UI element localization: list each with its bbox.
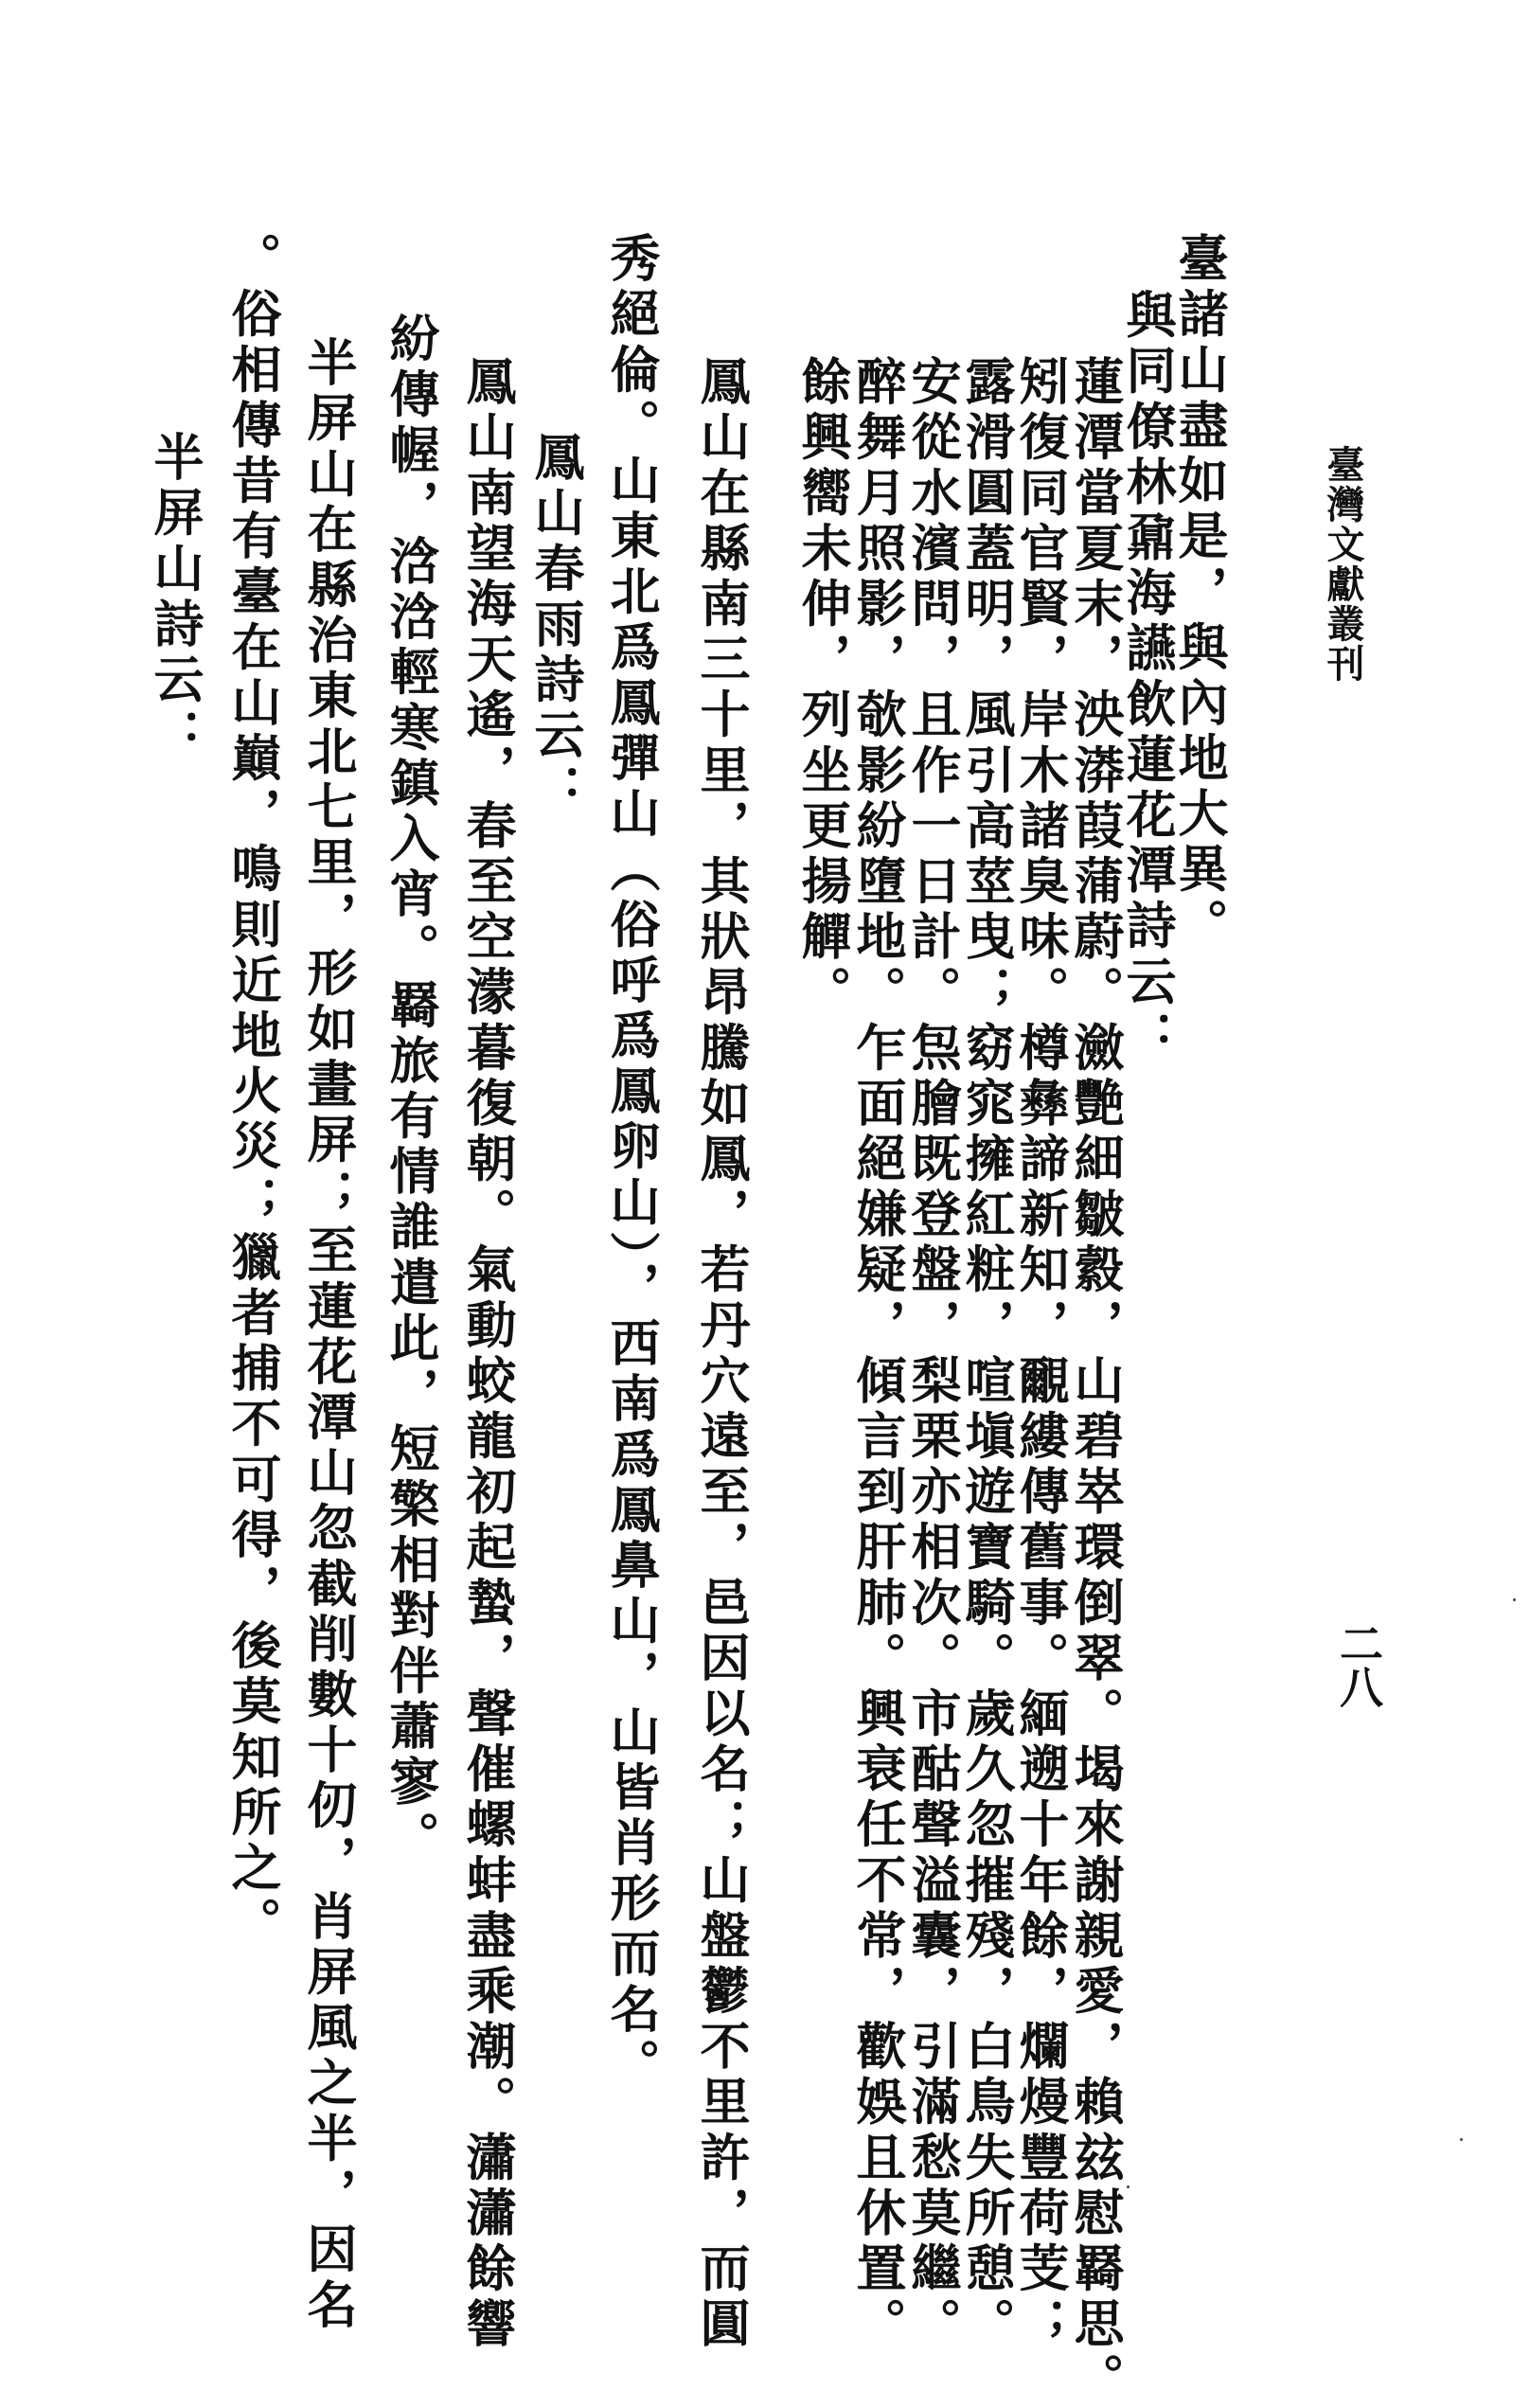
text-column-3: 蓮潭當夏末，泱漭葭蒲蔚。瀲艷細皺縠，山碧崒環倒翠。堨來謝親愛，賴玆慰羇思。 (1066, 355, 1125, 2408)
text-column-2: 與同僚林鼐海讌飲蓮花潭詩云： (1118, 289, 1177, 1066)
text-column-11: 鳳山春雨詩云： (526, 431, 585, 820)
scan-speck (1127, 2185, 1130, 2188)
text-column-6: 安從水濱問，且作一日計。炰膾既登盤，梨栗亦相次。市酤聲溢囊，引滿愁莫繼。 (903, 355, 962, 2353)
page-number: 二八 (1333, 1621, 1384, 1708)
text-column-7: 醉舞月照影，欹影紛墮地。乍面絕嫌疑，傾言到肝肺。興衰任不常，歡娛且休置。 (848, 355, 907, 2353)
text-column-16: 半屏山詩云： (146, 431, 205, 764)
text-column-12: 鳳山南望海天遙，春至空濛暮復朝。氣動蛟龍初起蟄，聲催螺蚌盡乘潮。瀟瀟餘響 (458, 355, 517, 2353)
text-column-5: 露滑圓蓋明，風引高莖曳；窈窕擁紅粧，喧塡遊寶騎。歲久忽摧殘，白鳥失所憩。 (957, 355, 1016, 2353)
text-column-13: 紛傳幄，浛浛輕寒鎮入宵。羇旅有情誰遣此，短檠相對伴蕭寥。 (382, 312, 440, 1866)
text-column-10: 秀絕倫。山東北爲鳳彈山（俗呼爲鳳卵山），西南爲鳳鼻山，山皆肖形而名。 (602, 232, 661, 2094)
text-column-14: 半屏山在縣治東北七里，形如畫屏；至蓮花潭山忽截削數十仞，肖屏風之半，因名 (299, 336, 358, 2334)
text-column-15: 。俗相傳昔有臺在山巔，鳴則近地火災；獵者捕不可得，後莫知所之。 (223, 232, 282, 1953)
scan-speck (1513, 1598, 1516, 1601)
running-header-title: 臺灣文獻叢刊 (1321, 445, 1365, 684)
text-column-8: 餘興嚮未伸，列坐更揚觶。 (793, 355, 852, 1022)
text-column-1: 臺諸山盡如是，與內地大異。 (1170, 232, 1229, 954)
text-column-4: 矧復同官賢，岸木諸臭味。樽彝諦新知，覼縷傳舊事。緬遡十年餘，爛熳豐荷芰； (1011, 355, 1070, 2353)
scan-speck (1460, 2138, 1463, 2141)
text-column-9: 鳳山在縣南三十里，其狀昂騰如鳳，若丹穴遠至，邑因以名；山盤鬱不里許，而圓 (692, 355, 751, 2353)
